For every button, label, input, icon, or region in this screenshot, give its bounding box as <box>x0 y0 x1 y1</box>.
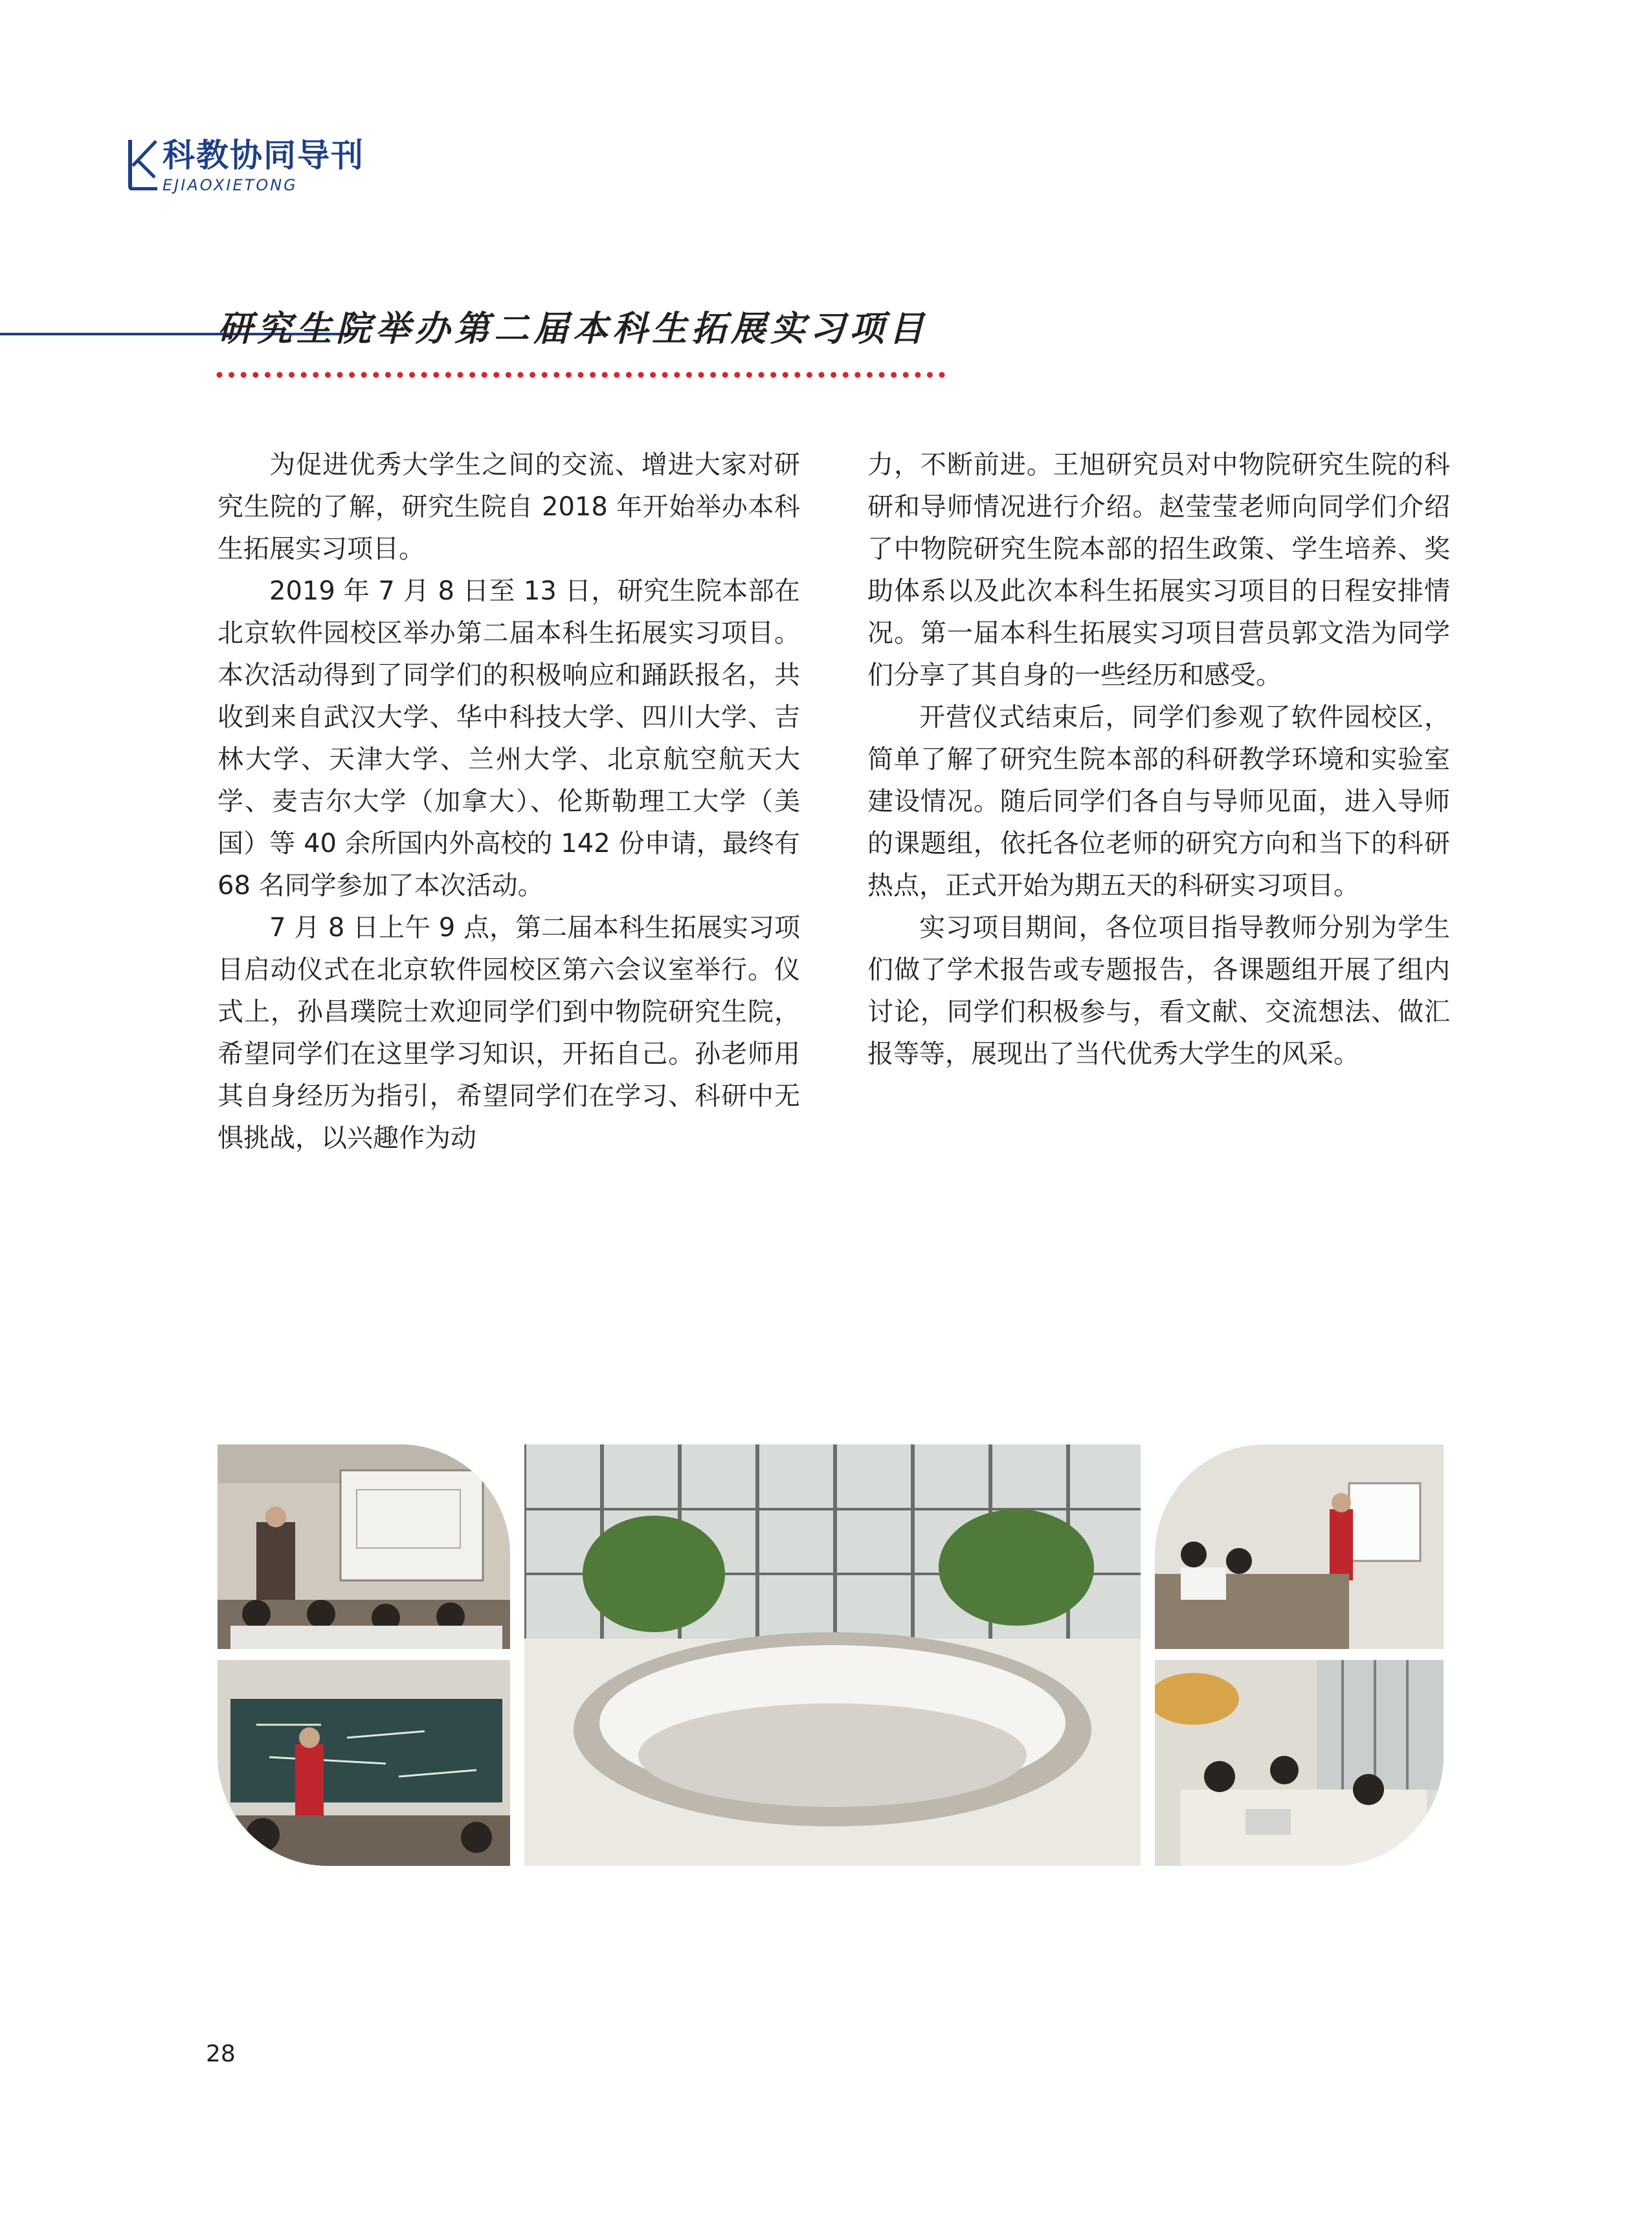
article-left-column <box>218 444 800 1160</box>
page-number: 28 <box>206 2041 236 2067</box>
photo-group-picture <box>524 1444 1141 1866</box>
paragraph-continuation: 力，不断前进。王旭研究员对中物院研究生院的科研和导师情况进行介绍。赵莹莹老师向同学们介绍了中物院研究生院本部的招生政策、学生培养、奖助体系以及此次本科生拓展实习项目的日程安排情况。第一届本科生拓展实习项目营员郭文浩为同学们分享了其自身的一些经历和感受。 <box>867 450 1450 690</box>
paragraph: 7 月 8 日上午 9 点，第二届本科生拓展实习项目启动仪式在北京软件园校区第六会议室举行。仪式上，孙昌璞院士欢迎同学们到中物院研究生院，希望同学们在这里学习知识，开拓自己。孙老师用其自身经历为指引，希望同学们在学习、科研中无惧挑战，以兴趣作为动 <box>218 913 800 1153</box>
paragraph: 实习项目期间，各位项目指导教师分别为学生们做了学术报告或专题报告，各课题组开展了组内讨论，同学们积极参与，看文献、交流想法、做汇报等等，展现出了当代优秀大学生的风采。 <box>867 913 1450 1069</box>
photo-lecture-blackboard <box>218 1660 510 1866</box>
paragraph: 为促进优秀大学生之间的交流、增进大家对研究生院的了解，研究生院自 2018 年开始举办本科生拓展实习项目。 <box>218 450 800 564</box>
journal-title: 科教协同导刊 <box>162 137 364 174</box>
journal-title-pinyin: EJIAOXIETONG <box>162 176 298 194</box>
photo-lecture-projector <box>218 1444 510 1649</box>
photo-group-meeting <box>1155 1660 1444 1866</box>
title-dotted-rule <box>215 370 945 379</box>
paragraph: 2019 年 7 月 8 日至 13 日，研究生院本部在北京软件园校区举办第二届本科生拓展实习项目。本次活动得到了同学们的积极响应和踊跃报名，共收到来自武汉大学、华中科技大学、四川大学、吉林大学、天津大学、兰州大学、北京航空航天大学、麦吉尔大学（加拿大）、伦斯勒理工大学（美国）等 40 余所国内外高校的 142 份申请，最终有 68 名同学参加了本次活动。 <box>218 576 800 901</box>
article-right-column <box>867 444 1450 1075</box>
photo-whiteboard-discussion <box>1155 1444 1444 1649</box>
article-title: 研究生院举办第二届本科生拓展实习项目 <box>218 308 928 349</box>
logo-k-mark <box>126 137 160 190</box>
paragraph: 开营仪式结束后，同学们参观了软件园校区，简单了解了研究生院本部的科研教学环境和实验室建设情况。随后同学们各自与导师见面，进入导师的课题组，依托各位老师的研究方向和当下的科研热点，正式开始为期五天的科研实习项目。 <box>867 702 1450 901</box>
